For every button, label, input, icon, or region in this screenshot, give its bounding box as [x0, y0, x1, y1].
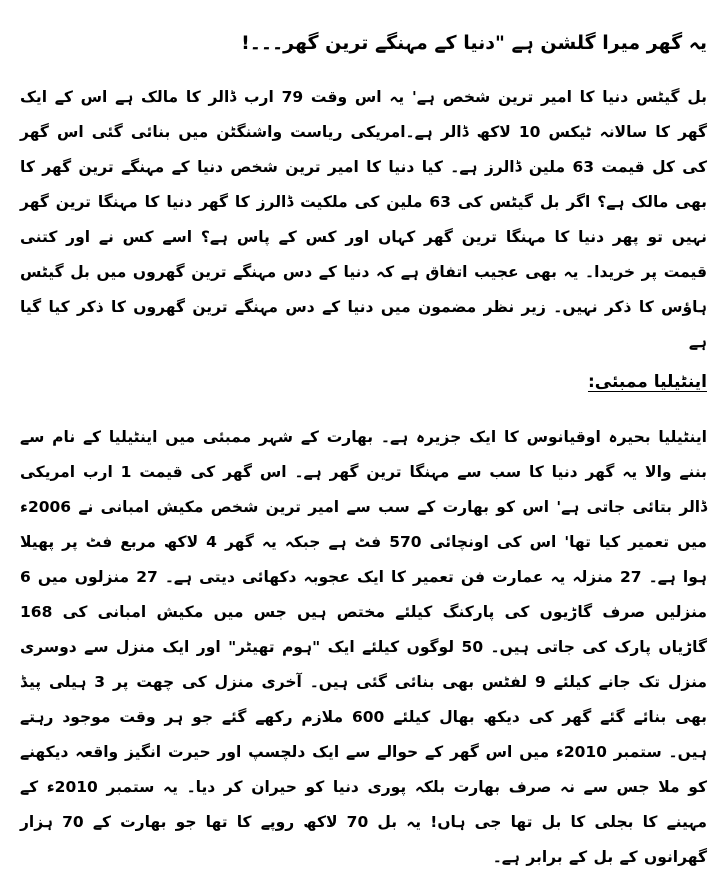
section-title: اینٹیلیا ممبئی:	[587, 372, 707, 392]
intro-paragraph: بل گیٹس دنیا کا امیر ترین شخص ہے' یہ اس وقت 79 ارب ڈالر کا مالک ہے اس کے ایک گھر کا سالانہ ٹیکس 10 لاکھ ڈالر ہے۔امریکی ریاست واشنگٹن میں بنائی گئی اس گھر کی کل قیمت 63 ملین ڈالرز ہے۔ کیا دنیا کا امیر ترین شخص دنیا کے مہنگے ترین گھر کا بھی مالک ہے؟ اگر بل گیٹس کی 63 ملین کی ملکیت ڈالرز کا گھر دنیا کا مہنگا ترین گھر نہیں تو پھر دنیا کا مہنگا ترین گھر کہاں اور کس کے پاس ہے؟ اسے کس نے اور کتنی قیمت پر خریدا۔ یہ بھی عجیب اتفاق ہے کہ دنیا کے دس مہنگے ترین گھروں میں بل گیٹس ہاؤس کا ذکر نہیں۔ زیر نظر مضمون میں دنیا کے دس مہنگے ترین گھروں کا ذکر کیا گیا ہے	[20, 88, 708, 351]
article-title: یہ گھر میرا گلشن ہے "دنیا کے مہنگے ترین گھر۔۔۔!	[241, 32, 707, 54]
section-paragraph: اینٹیلیا بحیرہ اوقیانوس کا ایک جزیرہ ہے۔ بھارت کے شہر ممبئی میں اینٹیلیا کے نام سے بننے والا یہ گھر دنیا کا سب سے مہنگا ترین گھر ہے۔ اس گھر کی قیمت 1 ارب امریکی ڈالر بتائی جاتی ہے' اس کو بھارت کے سب سے امیر ترین شخص مکیش امبانی نے 2006ء میں تعمیر کیا تھا' اس کی اونچائی 570 فٹ ہے جبکہ یہ گھر 4 لاکھ مربع فٹ پر پھیلا ہوا ہے۔ 27 منزلہ یہ عمارت فن تعمیر کا ایک عجوبہ دکھائی دیتی ہے۔ 27 منزلوں میں 6 منزلیں صرف گاڑیوں کی پارکنگ کیلئے مختص ہیں جس میں مکیش امبانی کی 168 گاڑیاں پارک کی جاتی ہیں۔ 50 لوگوں کیلئے ایک "ہوم تھیٹر" اور ایک منزل سے دوسری منزل تک جانے کیلئے 9 لفٹس بھی بنائی گئی ہیں۔ آخری منزل کی چھت پر 3 ہیلی پیڈ بھی بنائے گئے گھر کی دیکھ بھال کیلئے 600 ملازم رکھے گئے جو ہر وقت موجود رہتے ہیں۔ ستمبر 2010ء میں اس گھر کے حوالے سے ایک دلچسپ اور حیرت انگیز واقعہ دیکھنے کو ملا جس سے نہ صرف بھارت بلکہ پوری دنیا کو حیران کر دیا۔ یہ ستمبر 2010ء کے مہینے کا بجلی کا بل تھا جی ہاں! یہ بل 70 لاکھ روپے کا تھا جو بھارت کے 70 ہزار گھرانوں کے بل کے برابر ہے۔	[20, 428, 708, 866]
